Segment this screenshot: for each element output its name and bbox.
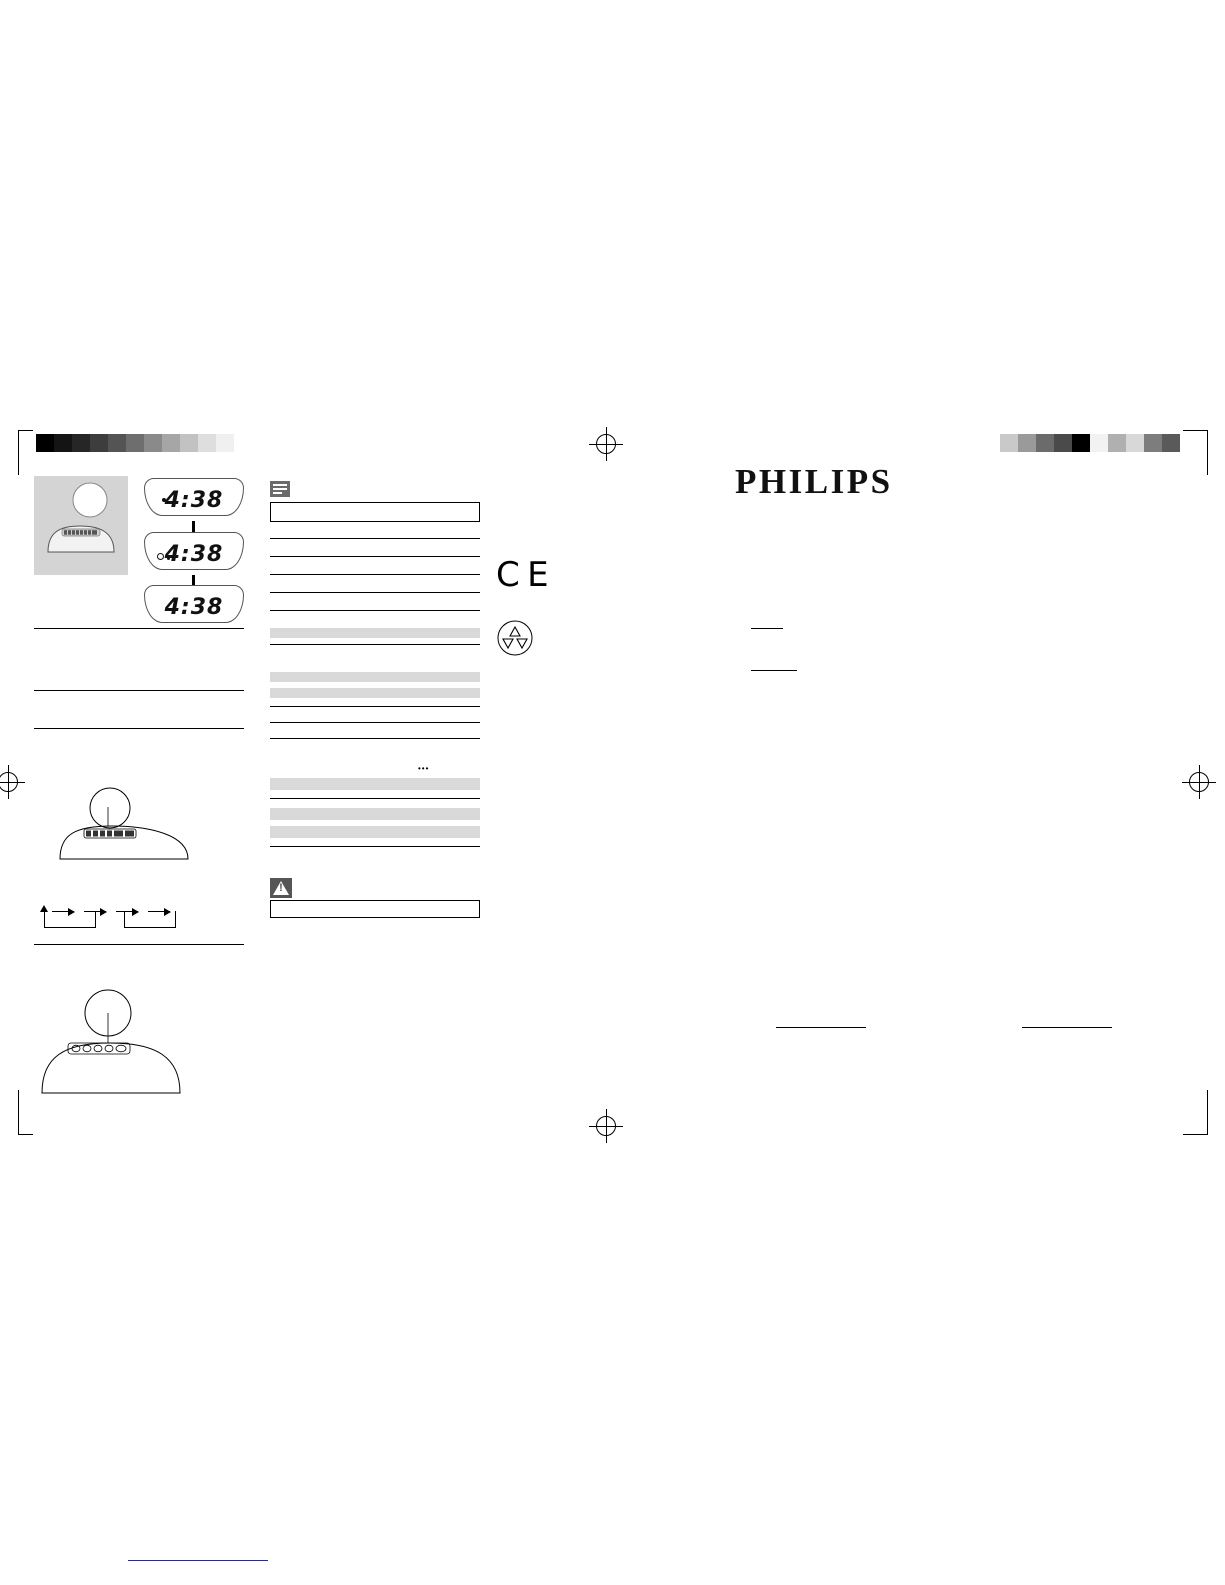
grey-band-1	[270, 628, 480, 638]
section-rule-1	[34, 628, 244, 629]
ruled-line-2	[270, 556, 480, 557]
crop-mark-top-right	[1183, 430, 1208, 475]
clock-radio-line-drawing-bottom	[34, 985, 184, 1103]
ruled-line-10	[270, 798, 480, 799]
ruled-line-11	[270, 846, 480, 847]
list-lines-icon	[270, 481, 290, 497]
section-rule-3	[34, 728, 244, 729]
grey-band-2	[270, 672, 480, 682]
sequence-bracket-left	[44, 911, 96, 928]
section-rule-2	[34, 690, 244, 691]
greyscale-strip-left	[36, 434, 234, 452]
sequence-bracket-right	[124, 911, 176, 928]
ruled-line-9	[270, 738, 480, 739]
crop-mark-bottom-right	[1183, 1090, 1208, 1135]
grey-band-3	[270, 688, 480, 698]
greyscale-strip-right	[1000, 434, 1180, 452]
warning-box	[270, 900, 480, 918]
registration-circle	[596, 1116, 616, 1136]
intro-box	[270, 502, 480, 522]
recycle-icon	[497, 620, 533, 656]
warning-triangle-icon	[270, 878, 292, 898]
display-time-2: 4:38	[164, 542, 224, 567]
crop-mark-top-left	[18, 430, 33, 475]
registration-mark-left	[0, 765, 25, 799]
registration-mark-bottom-center	[589, 1109, 623, 1143]
ce-mark: C E	[496, 555, 551, 595]
signature-rule-left	[776, 1027, 866, 1028]
registration-circle	[0, 772, 18, 792]
display-time-3: 4:38	[164, 595, 224, 620]
philips-logo: PHILIPS	[735, 462, 893, 501]
registration-mark-right	[1182, 765, 1216, 799]
ruled-line-7	[270, 706, 480, 707]
crop-mark-bottom-left	[18, 1090, 33, 1135]
ruled-line-8	[270, 722, 480, 723]
footer-link[interactable]	[128, 1548, 268, 1561]
short-rule-second	[751, 670, 797, 671]
ruled-line-1	[270, 538, 480, 539]
signature-rule-right	[1022, 1027, 1112, 1028]
clock-radio-line-drawing-top	[46, 785, 196, 875]
display-panel-3	[144, 585, 244, 623]
sequence-up-tick	[40, 905, 48, 912]
registration-circle	[596, 434, 616, 454]
grey-band-6	[270, 826, 480, 838]
display-panel-2	[144, 532, 244, 570]
display-time-1: 4:38	[164, 488, 224, 513]
display-panel-1	[144, 478, 244, 516]
ruled-line-6	[270, 644, 480, 645]
dot-marker: •••	[418, 764, 430, 773]
grey-band-4	[270, 778, 480, 790]
registration-circle	[1189, 772, 1209, 792]
clock-radio-front-photo	[34, 476, 128, 575]
grey-band-5	[270, 808, 480, 820]
short-rule-top	[751, 628, 783, 629]
clock-radio-photo-graphic	[34, 476, 128, 575]
ruled-line-5	[270, 610, 480, 611]
registration-mark-top-center	[589, 427, 623, 461]
ruled-line-4	[270, 592, 480, 593]
ruled-line-3	[270, 574, 480, 575]
section-rule-4	[34, 944, 244, 945]
